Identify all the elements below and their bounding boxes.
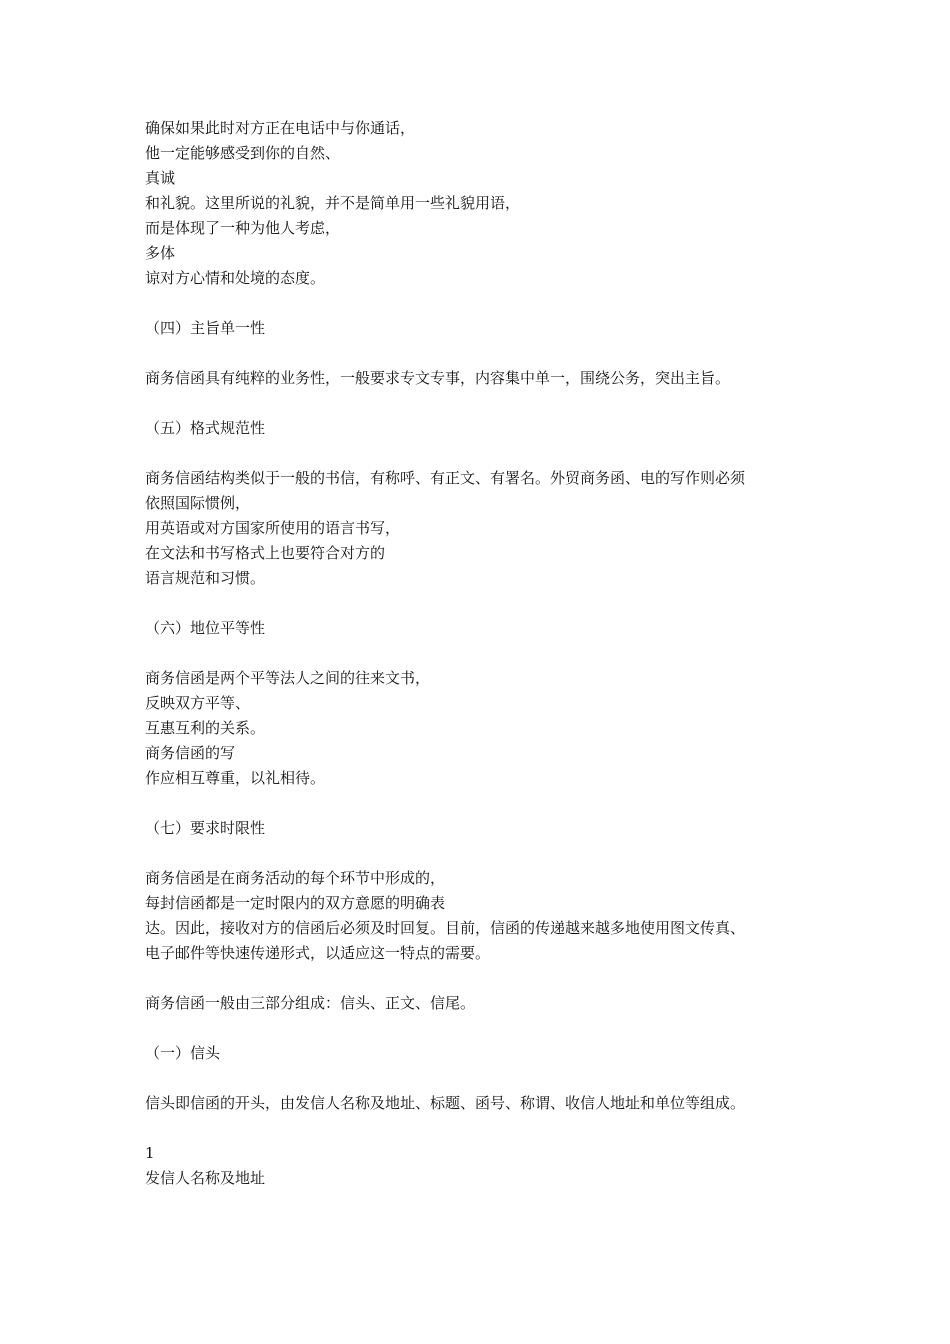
section-heading (145, 416, 825, 441)
body-paragraph (145, 466, 825, 591)
text-line: 反映双方平等、 (145, 694, 251, 712)
text-line: 达。因此，接收对方的信函后必须及时回复。目前，信函的传递越来越多地使用图文传真、 (145, 919, 746, 937)
document-page (145, 116, 825, 1216)
text-line: 1 (145, 1144, 155, 1162)
section-heading (145, 316, 825, 341)
text-line: 和礼貌。这里所说的礼貌，并不是简单用一些礼貌用语， (145, 194, 521, 212)
text-line: 互惠互利的关系。 (145, 719, 266, 737)
text-line: 商务信函的写 (145, 744, 236, 762)
text-line: 商务信函一般由三部分组成：信头、正文、信尾。 (145, 994, 476, 1012)
text-line: 商务信函具有纯粹的业务性，一般要求专文专事，内容集中单一，围绕公务，突出主旨。 (145, 369, 731, 387)
text-line: 多体 (145, 244, 176, 262)
text-line: 商务信函结构类似于一般的书信，有称呼、有正文、有署名。外贸商务函、电的写作则必须 (145, 469, 746, 487)
heading-text: （五）格式规范性 (145, 419, 266, 437)
heading-text: （一）信头 (145, 1044, 221, 1062)
text-line: 商务信函是在商务活动的每个环节中形成的， (145, 869, 446, 887)
body-paragraph (145, 366, 825, 391)
text-line: 依照国际惯例， (145, 494, 251, 512)
heading-text: （四）主旨单一性 (145, 319, 266, 337)
text-line: 他一定能够感受到你的自然、 (145, 144, 341, 162)
body-paragraph (145, 116, 825, 291)
text-line: 用英语或对方国家所使用的语言书写， (145, 519, 401, 537)
heading-text: （七）要求时限性 (145, 819, 266, 837)
text-line: 每封信函都是一定时限内的双方意愿的明确表 (145, 894, 446, 912)
text-line: 作应相互尊重，以礼相待。 (145, 769, 326, 787)
body-paragraph (145, 666, 825, 791)
text-line: 信头即信函的开头，由发信人名称及地址、标题、函号、称谓、收信人地址和单位等组成。 (145, 1094, 746, 1112)
body-paragraph (145, 866, 825, 966)
section-heading (145, 1041, 825, 1066)
body-paragraph (145, 991, 825, 1016)
text-line: 真诚 (145, 169, 176, 187)
body-paragraph (145, 1091, 825, 1116)
heading-text: （六）地位平等性 (145, 619, 266, 637)
text-line: 谅对方心情和处境的态度。 (145, 269, 326, 287)
text-line: 语言规范和习惯。 (145, 569, 266, 587)
text-line: 电子邮件等快速传递形式，以适应这一特点的需要。 (145, 944, 491, 962)
text-line: 在文法和书写格式上也要符合对方的 (145, 544, 386, 562)
body-paragraph (145, 1141, 825, 1191)
text-line: 而是体现了一种为他人考虑， (145, 219, 341, 237)
text-line: 发信人名称及地址 (145, 1169, 266, 1187)
text-line: 商务信函是两个平等法人之间的往来文书， (145, 669, 431, 687)
section-heading (145, 816, 825, 841)
section-heading (145, 616, 825, 641)
text-line: 确保如果此时对方正在电话中与你通话， (145, 119, 416, 137)
